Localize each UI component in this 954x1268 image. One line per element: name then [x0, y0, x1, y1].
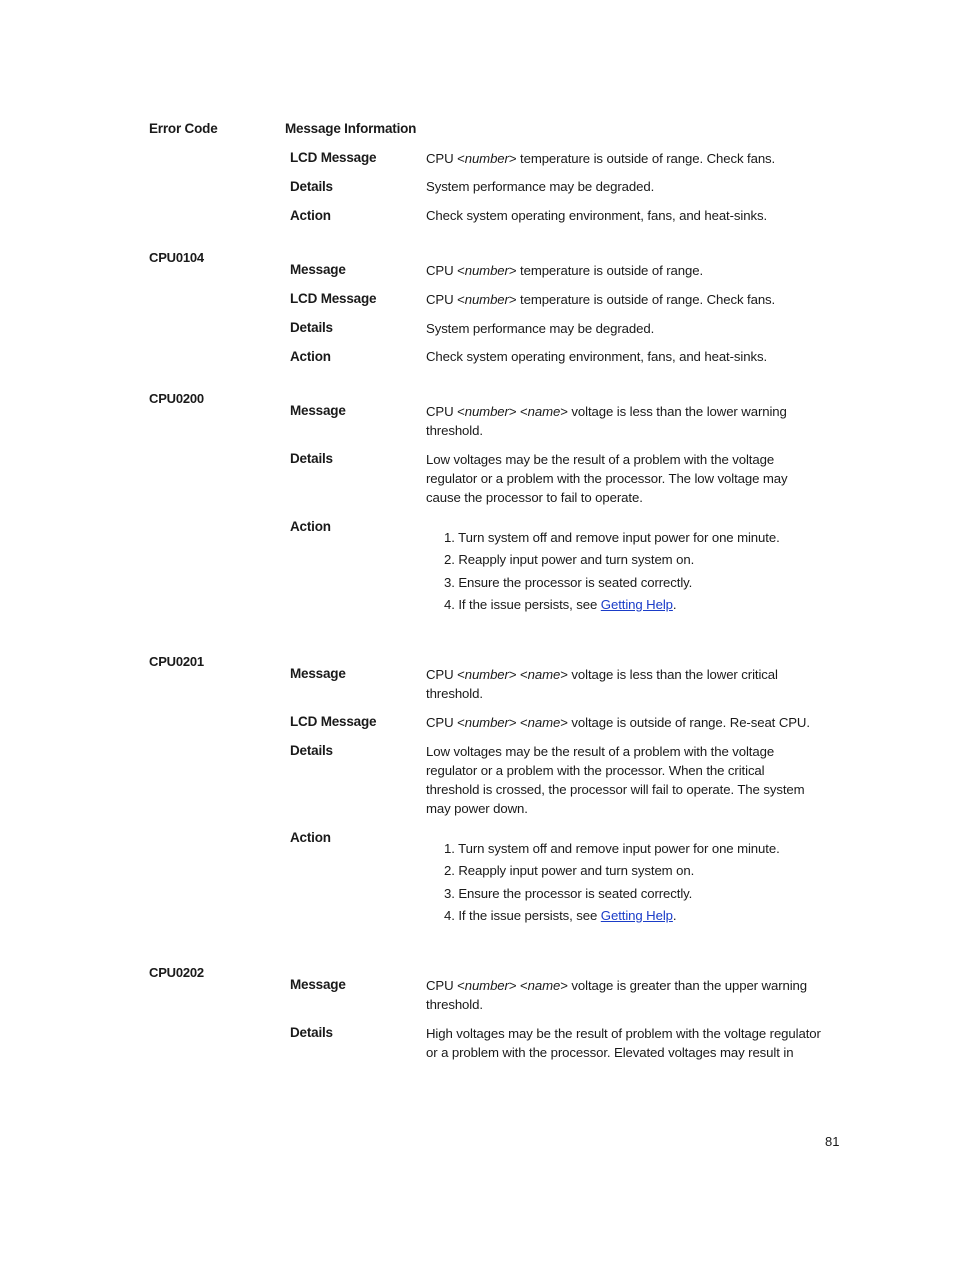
- details-label: Details: [290, 1025, 333, 1040]
- lcd-message-label: LCD Message: [290, 714, 377, 729]
- details-text: System performance may be degraded.: [426, 321, 655, 336]
- message-label: Message: [290, 977, 346, 992]
- action-step: 4. If the issue persists, see Getting Help.: [444, 908, 677, 923]
- message-label: Message: [290, 262, 346, 277]
- message-label: Message: [290, 666, 346, 681]
- error-code-cpu0202: CPU0202: [149, 965, 204, 980]
- lcd-message-text: CPU <number> temperature is outside of range. Check fans.: [426, 151, 776, 166]
- action-text: Check system operating environment, fans, and heat-sinks.: [426, 208, 768, 223]
- details-label: Details: [290, 179, 333, 194]
- message-text: CPU <number> temperature is outside of range.: [426, 263, 704, 278]
- action-step: 1. Turn system off and remove input power for one minute.: [444, 841, 780, 856]
- message-text: CPU <number> <name> voltage is less than the lower warning threshold.: [426, 404, 787, 438]
- details-text: Low voltages may be the result of a problem with the voltage regulator or a problem with the processor. The low voltage may cause the processor to fail to operate.: [426, 452, 788, 505]
- action-step: 4. If the issue persists, see Getting Help.: [444, 597, 677, 612]
- action-label: Action: [290, 349, 331, 364]
- lcd-message-text: CPU <number> <name> voltage is outside of range. Re-seat CPU.: [426, 715, 810, 730]
- header-error-code: Error Code: [149, 121, 218, 136]
- lcd-message-label: LCD Message: [290, 150, 377, 165]
- getting-help-link[interactable]: Getting Help: [600, 597, 673, 612]
- message-text: CPU <number> <name> voltage is greater than the upper warning threshold.: [426, 978, 808, 1012]
- details-text: Low voltages may be the result of a problem with the voltage regulator or a problem with the processor. When the critical threshold is crossed, the processor will fail to operate. The system may power down.: [426, 744, 805, 816]
- getting-help-link[interactable]: Getting Help: [600, 908, 673, 923]
- details-text: System performance may be degraded.: [426, 179, 655, 194]
- lcd-message-label: LCD Message: [290, 291, 377, 306]
- details-text: High voltages may be the result of problem with the voltage regulator or a problem with the processor. Elevated voltages may result in: [426, 1026, 821, 1060]
- action-step: 2. Reapply input power and turn system on.: [444, 552, 695, 567]
- action-label: Action: [290, 208, 331, 223]
- page-number: 81: [825, 1134, 840, 1149]
- error-code-cpu0200: CPU0200: [149, 391, 204, 406]
- action-label: Action: [290, 830, 331, 845]
- action-label: Action: [290, 519, 331, 534]
- details-label: Details: [290, 451, 333, 466]
- message-text: CPU <number> <name> voltage is less than the lower critical threshold.: [426, 667, 778, 701]
- details-label: Details: [290, 743, 333, 758]
- error-code-cpu0201: CPU0201: [149, 654, 204, 669]
- action-step: 3. Ensure the processor is seated correctly.: [444, 575, 693, 590]
- action-step: 3. Ensure the processor is seated correctly.: [444, 886, 693, 901]
- message-label: Message: [290, 403, 346, 418]
- action-step: 2. Reapply input power and turn system on.: [444, 863, 695, 878]
- action-text: Check system operating environment, fans, and heat-sinks.: [426, 349, 768, 364]
- error-code-cpu0104: CPU0104: [149, 250, 204, 265]
- lcd-message-text: CPU <number> temperature is outside of range. Check fans.: [426, 292, 776, 307]
- header-message-information: Message Information: [285, 121, 417, 136]
- details-label: Details: [290, 320, 333, 335]
- action-step: 1. Turn system off and remove input power for one minute.: [444, 530, 780, 545]
